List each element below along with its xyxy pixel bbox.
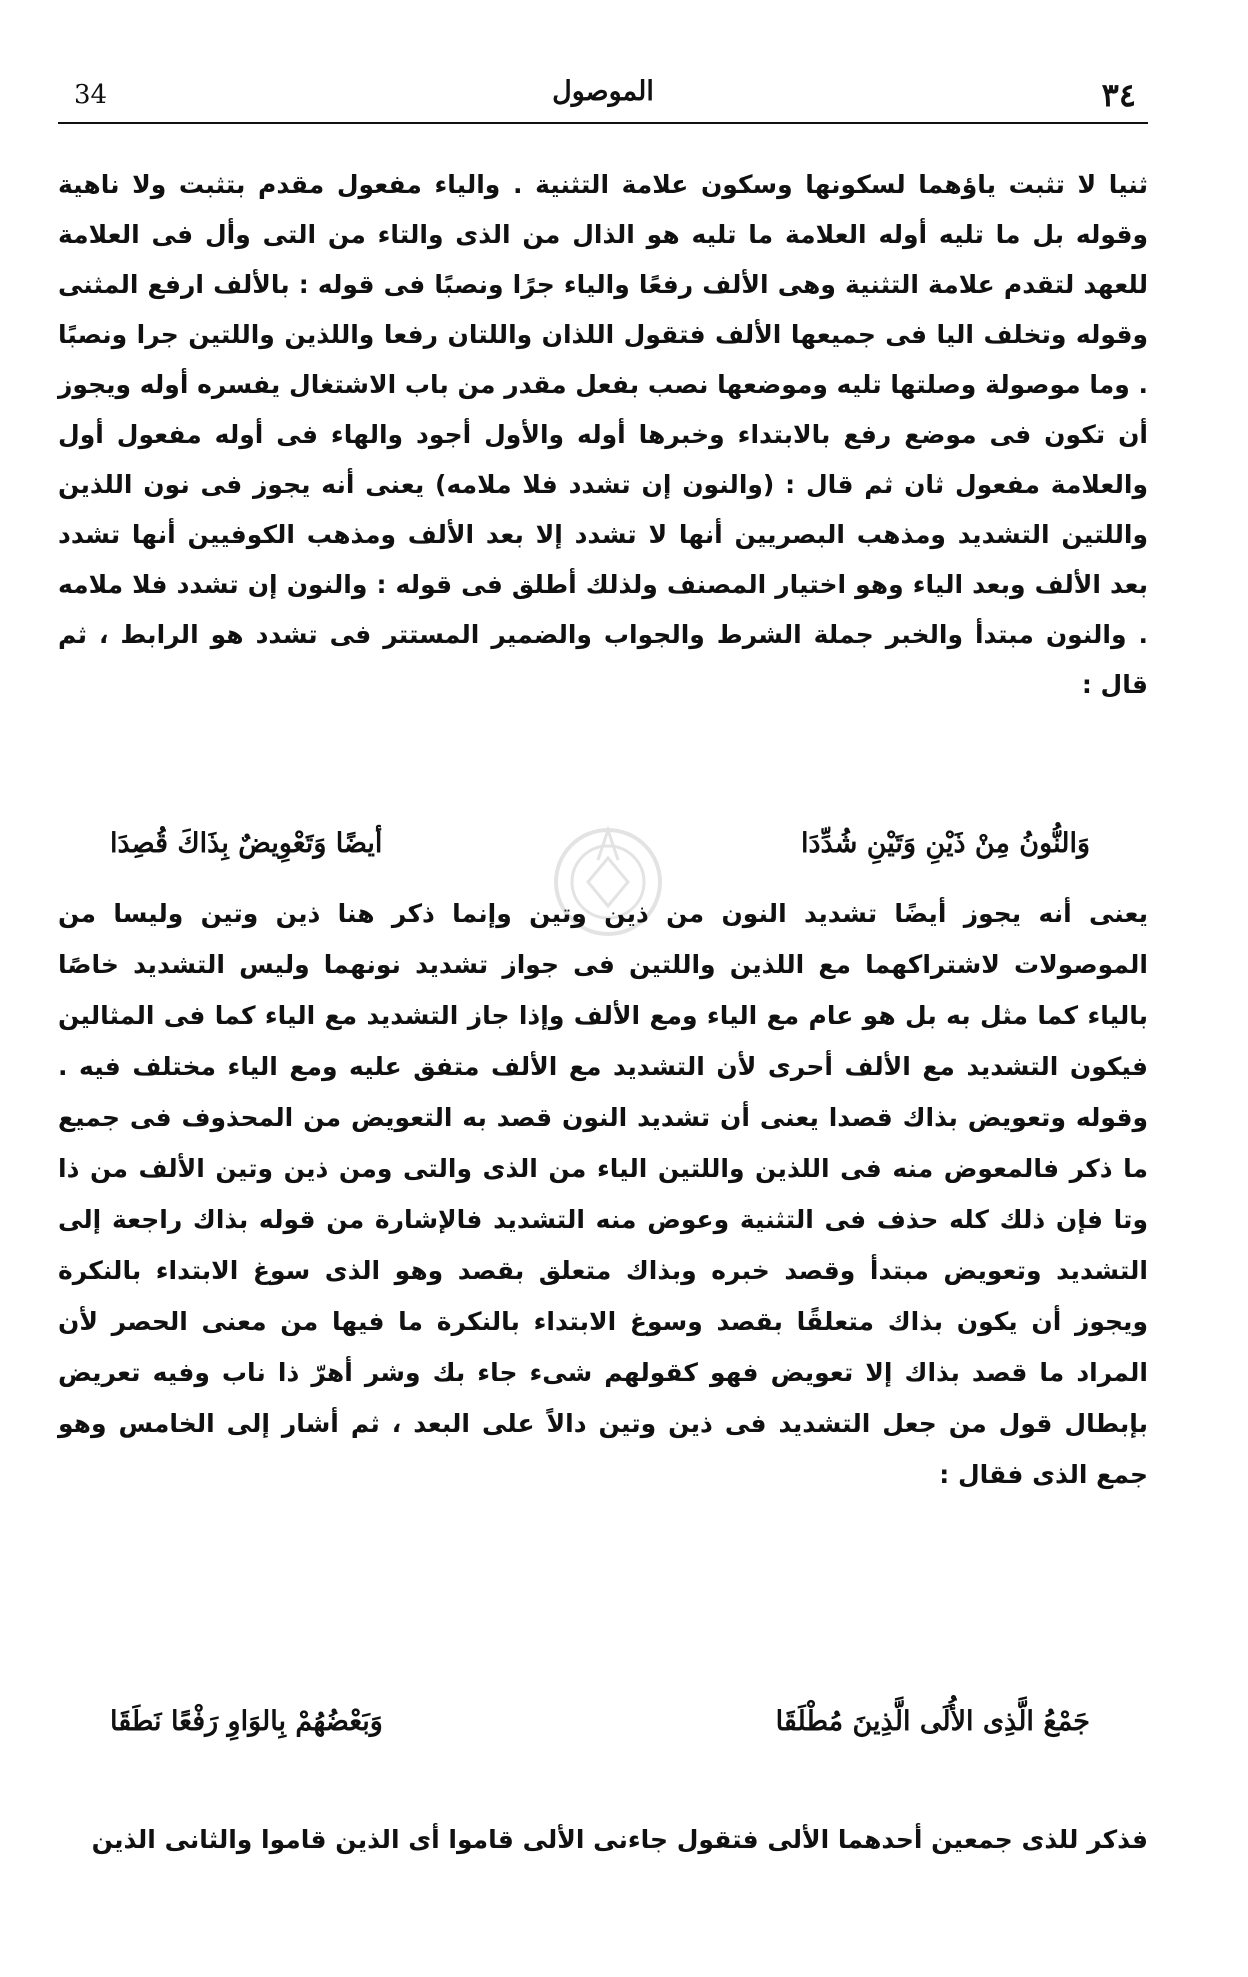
- page-number-latin: 34: [74, 80, 108, 110]
- paragraph-commentary-2: يعنى أنه يجوز أيضًا تشديد النون من ذين وتين وإنما ذكر هنا ذين وتين وليسا من الموصولات لاشتراكهما مع اللذين واللتين فى جواز تشديد نونهما وليس التشديد خاصًا بالياء كما مثل به بل هو عام مع الياء ومع الألف وإذا جاز التشديد مع الياء كما فى المثالين فيكون التشديد مع الألف أحرى لأن التشديد مع الألف متفق عليه ومع الياء مختلف فيه . وقوله وتعويض بذاك قصدا يعنى أن تشديد النون قصد به التعويض من المحذوف فى جميع ما ذكر فالمعوض منه فى اللذين واللتين الياء من الذى والتى ومن ذين وتين الألف من ذا وتا فإن ذلك كله حذف فى التثنية وعوض منه التشديد فالإشارة من قوله بذاك راجعة إلى التشديد وتعويض مبتدأ وقصد خبره وبذاك متعلق بقصد وهو الذى سوغ الابتداء بالنكرة ويجوز أن يكون بذاك متعلقًا بقصد وسوغ الابتداء بالنكرة ما فيها من معنى الحصر لأن المراد ما قصد بذاك إلا تعويض فهو كقولهم شىء جاء بك وشر أهرّ ذا ناب وفيه تعريض بإبطال قول من جعل التشديد فى ذين وتين دالاً على البعد ، ثم أشار إلى الخامس وهو جمع الذى فقال :: [58, 899, 1148, 1489]
- header-rule: [58, 122, 1148, 124]
- verse-2-second-hemistich: وَبَعْضُهُمْ بِالوَاوِ رَفْعًا نَطَقَا: [110, 1706, 383, 1737]
- verse-1-second-hemistich: أيضًا وَتَعْوِيضٌ بِذَاكَ قُصِدَا: [110, 828, 383, 859]
- page-header: [58, 72, 1148, 118]
- paragraph-commentary-1: ثنيا لا تثبت ياؤهما لسكونها وسكون علامة التثنية . والياء مفعول مقدم بتثبت ولا ناهية وقوله بل ما تليه أوله العلامة ما تليه هو الذال من الذى والتاء من التى وأل فى العلامة للعهد لتقدم علامة التثنية وهى الألف رفعًا والياء جرًا ونصبًا فى قوله : بالألف ارفع المثنى وقوله وتخلف اليا فى جميعها الألف فتقول اللذان واللتان رفعا واللذين واللتين جرا ونصبًا . وما موصولة وصلتها تليه وموضعها نصب بفعل مقدر من باب الاشتغال يفسره أوله ويجوز أن تكون فى موضع رفع بالابتداء وخبرها أوله والأول أجود والهاء فى أوله مفعول أول والعلامة مفعول ثان ثم قال : (والنون إن تشدد فلا ملامه) يعنى أنه يجوز فى نون اللذين واللتين التشديد ومذهب البصريين أنها لا تشدد إلا بعد الألف ومذهب الكوفيين أنها تشدد بعد الألف وبعد الياء وهو اختيار المصنف ولذلك أطلق فى قوله : والنون إن تشدد فلا ملامه . والنون مبتدأ والخبر جملة الشرط والجواب والضمير المستتر فى تشدد هو الرابط ، ثم قال :: [58, 170, 1148, 699]
- paragraph-commentary-3: فذكر للذى جمعين أحدهما الألى فتقول جاءنى الألى قاموا أى الذين قاموا والثانى الذين: [91, 1825, 1148, 1854]
- verse-line-2: [110, 1700, 1090, 1752]
- verse-2-first-hemistich: جَمْعُ الَّذِى الأُلَى الَّذِينَ مُطْلَقَا: [775, 1706, 1090, 1737]
- page-number-arabic: ٣٤: [1101, 76, 1136, 114]
- running-title: الموصول: [552, 76, 654, 107]
- verse-1-first-hemistich: وَالنُّونُ مِنْ ذَيْنِ وَتَيْنِ شُدِّدَا: [801, 828, 1090, 859]
